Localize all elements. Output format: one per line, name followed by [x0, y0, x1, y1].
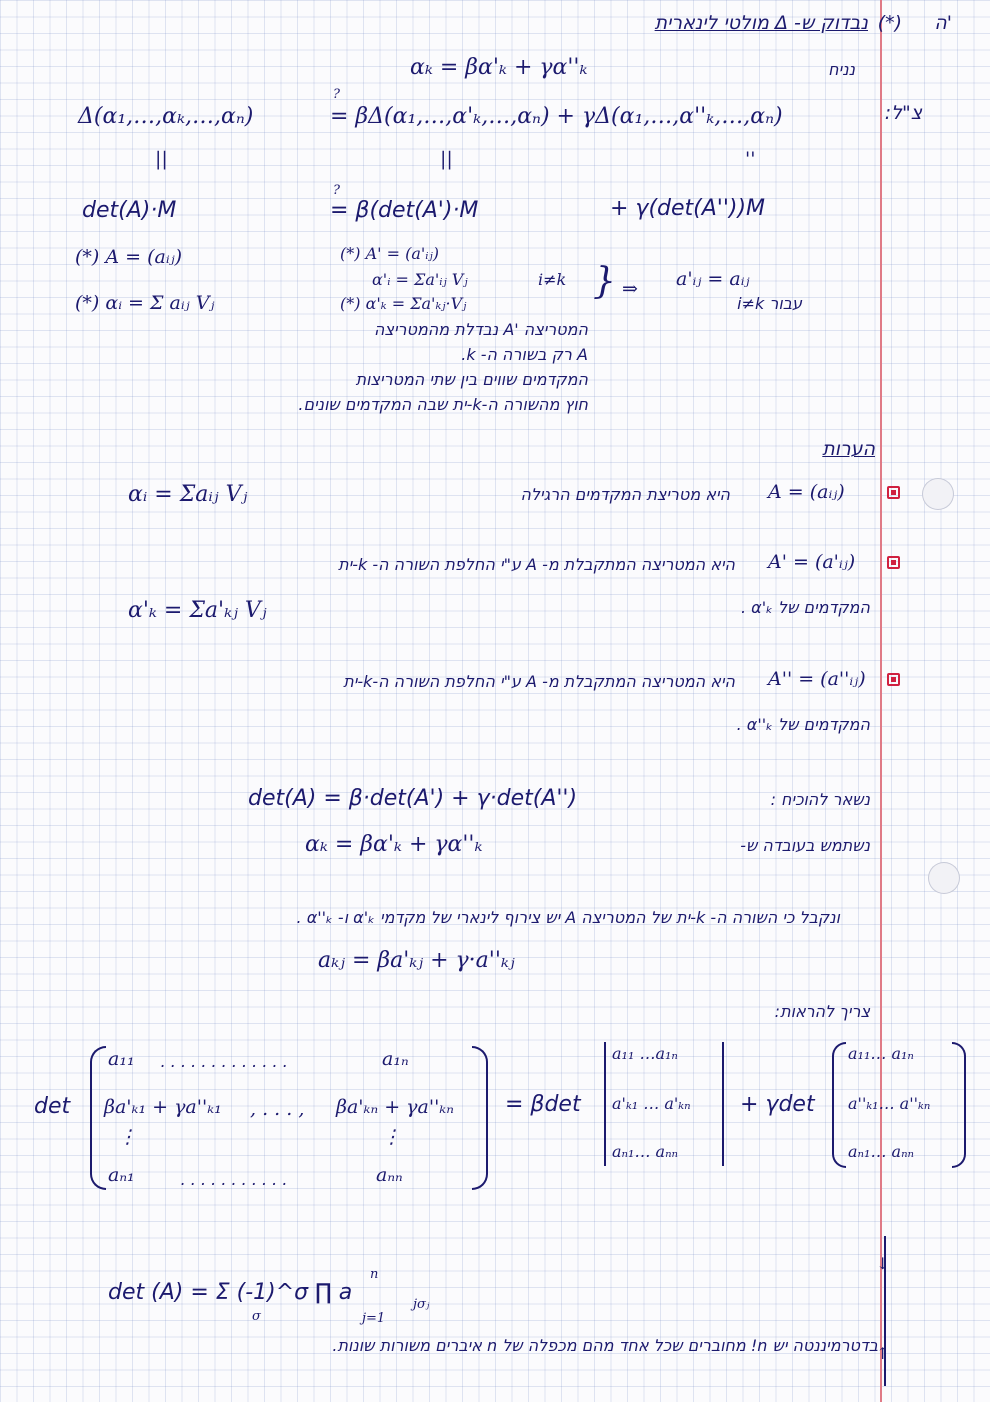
bullet-icon [887, 486, 900, 499]
def-alpha: (*) αᵢ = Σ aᵢⱼ Vⱼ [75, 292, 215, 314]
matrix2-row: aₙ₁… aₙₙ [612, 1142, 679, 1161]
def-alpha-prime-i: α'ᵢ = Σa'ᵢⱼ Vⱼ [372, 270, 468, 289]
binder-hole [928, 862, 960, 894]
footer-text: בדטרמיננטה יש n! מחוברים שכל אחד מהם מכפלה של n איברים משורות שונות. [332, 1336, 878, 1355]
i-neq-k: i≠k [538, 270, 567, 289]
note-line: חוץ מהשורה ה-k-ית שבה המקדמים שונים. [298, 395, 588, 414]
matrix-dots: . . . . . . . . . . . . . [160, 1052, 288, 1071]
remark-text: היא המטריצה המתקבלת מ- A ע"י החלפת השורה ה-k-ית [343, 672, 735, 691]
sum-subscript: σ [252, 1309, 261, 1324]
assume-formula: αₖ = βα'ₖ + γα''ₖ [410, 55, 588, 80]
matrix-vdots: ⋮ [382, 1126, 401, 1148]
beta-det: = βdet [505, 1092, 581, 1117]
get-text: ונקבל כי השורה ה- k-ית של המטריצה A יש צירוף לינארי של מקדמי α'ₖ ו- α''ₖ . [296, 908, 840, 927]
note-line: המקדמים שווים בין שתי המטריצות [355, 370, 588, 389]
prove-rhs: = βΔ(α₁,…,α'ₖ,…,αₙ) + γΔ(α₁,…,α''ₖ,…,αₙ) [330, 104, 783, 129]
bracket-arrow-icon: ↓ [876, 1254, 890, 1273]
prod-superscript: n [370, 1267, 379, 1282]
def-a: (*) A = (aᵢⱼ) [75, 246, 183, 268]
question-mark: ? [333, 183, 340, 198]
bracket-arrow-icon: ↑ [876, 1344, 890, 1363]
remark-text-2: המקדמים של α'ₖ . [740, 598, 870, 617]
page-number: ה' [934, 12, 952, 34]
remark-text: היא מטריצת המקדמים הרגילה [520, 485, 730, 504]
matrix3-row: a''ₖ₁… a''ₖₙ [848, 1094, 931, 1113]
binder-hole [922, 478, 954, 510]
determinant-bar [604, 1042, 606, 1166]
equals-mark: || [155, 148, 168, 170]
product-index: jσⱼ [413, 1297, 430, 1312]
conclusion: a'ᵢⱼ = aᵢⱼ [676, 268, 750, 290]
remark-text-2: המקדמים של α''ₖ . [736, 715, 870, 734]
matrix3-paren-right [952, 1042, 966, 1168]
remain-label: נשאר להוכיח : [770, 790, 870, 809]
matrix-cell: βa'ₖₙ + γa''ₖₙ [336, 1096, 454, 1118]
prod-subscript: j=1 [362, 1311, 386, 1326]
leibniz-formula: det (A) = Σ (-1)^σ ∏ a [108, 1280, 353, 1305]
matrix-cell: a₁₁ [108, 1048, 135, 1070]
det-right: + γ(det(A''))M [610, 196, 766, 221]
need-label: צריך להראות: [774, 1002, 870, 1021]
gamma-det: + γdet [740, 1092, 815, 1117]
matrix-dots: . . . . . . . . . . . [180, 1170, 287, 1189]
bullet-icon [887, 556, 900, 569]
get-formula: aₖⱼ = βa'ₖⱼ + γ·a''ₖⱼ [318, 948, 515, 973]
note-line: המטריצה 'A נבדלת מהמטריצה [374, 320, 588, 339]
prove-label: צ"ל: [884, 102, 922, 124]
def-alpha-prime-k: (*) α'ₖ = Σa'ₖⱼ·Vⱼ [340, 294, 467, 313]
for-label: עבור i≠k [737, 294, 802, 313]
bullet-icon [887, 673, 900, 686]
brace: } [593, 261, 616, 302]
remark-text: היא המטריצה המתקבלת מ- A ע"י החלפת השורה ה- k-ית [338, 555, 735, 574]
heading: נבדוק ש- Δ מולטי לינארית [654, 12, 868, 34]
remark-label: A' = (a'ᵢⱼ) [768, 551, 856, 573]
matrix3-paren-left [832, 1042, 846, 1168]
det-left: det(A)·M [82, 198, 177, 223]
remark-formula: αᵢ = Σaᵢⱼ Vⱼ [128, 482, 248, 507]
matrix2-row: a₁₁ …a₁ₙ [612, 1044, 678, 1063]
equals-mark: || [440, 148, 453, 170]
remarks-title: הערות [822, 438, 875, 460]
matrix3-row: a₁₁… a₁ₙ [848, 1044, 914, 1063]
implies-arrow: ⇒ [622, 278, 638, 300]
use-label: נשתמש בעובדה ש- [740, 836, 870, 855]
prove-lhs: Δ(α₁,…,αₖ,…,αₙ) [78, 104, 254, 129]
det-label: det [34, 1094, 71, 1119]
note-line: A רק בשורה ה- k. [461, 345, 588, 364]
matrix-cell: a₁ₙ [382, 1048, 409, 1070]
matrix-paren-left [90, 1046, 106, 1190]
remark-formula: α'ₖ = Σa'ₖⱼ Vⱼ [128, 598, 267, 623]
matrix3-row: aₙ₁… aₙₙ [848, 1142, 915, 1161]
def-a-prime: (*) A' = (a'ᵢⱼ) [340, 244, 439, 263]
use-formula: αₖ = βα'ₖ + γα''ₖ [305, 832, 483, 857]
matrix-cell: aₙ₁ [108, 1164, 135, 1186]
question-mark: ? [333, 87, 340, 102]
matrix-paren-right [472, 1046, 488, 1190]
matrix-cell: βa'ₖ₁ + γa''ₖ₁ [104, 1096, 222, 1118]
remark-label: A = (aᵢⱼ) [768, 481, 845, 503]
determinant-bar [722, 1042, 724, 1166]
matrix-vdots: ⋮ [118, 1126, 137, 1148]
remain-formula: det(A) = β·det(A') + γ·det(A'') [248, 786, 578, 811]
equals-mark: '' [745, 148, 756, 170]
det-mid: = β(det(A')·M [330, 198, 479, 223]
assume-label: נניח [828, 60, 855, 79]
matrix-cell: aₙₙ [376, 1164, 403, 1186]
heading-star: (*) [877, 12, 902, 34]
remark-label: A'' = (a''ᵢⱼ) [768, 668, 866, 690]
margin-line [880, 0, 882, 1402]
matrix-dots: , . . . , [250, 1098, 305, 1120]
matrix2-row: a'ₖ₁ … a'ₖₙ [612, 1094, 691, 1113]
